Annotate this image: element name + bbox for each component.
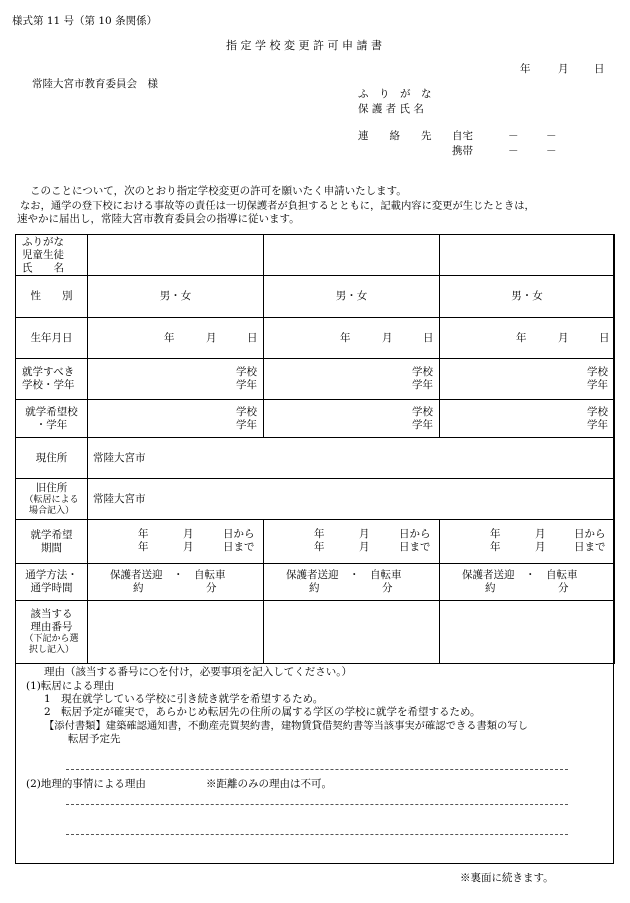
desired-school-input-3[interactable] bbox=[440, 400, 615, 438]
table-row-reason-number bbox=[16, 601, 615, 664]
current-address-input[interactable] bbox=[88, 438, 615, 479]
reason-2-dashed-line-2[interactable] bbox=[66, 834, 568, 835]
table-row-birthdate bbox=[16, 318, 615, 359]
commute-label-2: 通学時間 bbox=[30, 582, 73, 594]
period-from-year: 年 bbox=[138, 528, 149, 540]
commute-approx: 約 bbox=[309, 582, 320, 594]
intro-line-3: 速やかに届出し，常陸大宮市教育委員会の指導に従います。 bbox=[17, 213, 300, 225]
reason-number-input-3[interactable] bbox=[440, 601, 615, 664]
period-from-month: 月 bbox=[183, 528, 194, 540]
period-from-day: 日から bbox=[223, 528, 255, 540]
commute-label bbox=[16, 564, 88, 601]
old-address-label-2: （転居による bbox=[24, 494, 79, 505]
birth-year-1: 年 bbox=[164, 332, 175, 344]
table-row-old-address bbox=[16, 479, 615, 520]
grade-suffix: 学年 bbox=[236, 379, 257, 391]
date-month-label: 月 bbox=[558, 63, 569, 75]
period-from-year: 年 bbox=[314, 528, 325, 540]
period-until-day: 日まで bbox=[574, 541, 606, 553]
grade-suffix: 学年 bbox=[412, 418, 433, 431]
commute-input-2[interactable] bbox=[264, 564, 440, 601]
commute-method: 保護者送迎 ・ 自転車 bbox=[110, 569, 226, 581]
intro-line-1: このことについて，次のとおり指定学校変更の許可を願いたく申請いたします。 bbox=[30, 185, 407, 197]
commute-label-1: 通学方法・ bbox=[25, 569, 78, 581]
grade-suffix: 学年 bbox=[236, 418, 257, 431]
period-until-day: 日まで bbox=[399, 541, 431, 553]
current-school-label-2: 学校・学年 bbox=[22, 379, 75, 391]
name-input-1[interactable] bbox=[88, 235, 264, 276]
reason-number-label-3: （下記から選 bbox=[24, 634, 79, 644]
birth-month-2: 月 bbox=[382, 332, 393, 344]
period-until-month: 月 bbox=[183, 541, 194, 553]
period-until-month: 月 bbox=[359, 541, 370, 553]
name-label-student: 児童生徒 bbox=[22, 248, 64, 261]
continued-note: ※裏面に続きます。 bbox=[460, 872, 554, 884]
birth-day-3: 日 bbox=[599, 332, 610, 344]
birth-day-2: 日 bbox=[423, 332, 434, 344]
period-until-day: 日まで bbox=[223, 541, 255, 553]
gender-value-3[interactable]: 男・女 bbox=[440, 276, 615, 318]
birthdate-input-2[interactable] bbox=[264, 318, 440, 359]
desired-school-label-2: ・学年 bbox=[35, 418, 68, 431]
reason-1-title: (1)転居による理由 bbox=[26, 680, 115, 692]
table-row-period bbox=[16, 520, 615, 564]
commute-minutes: 分 bbox=[558, 582, 569, 594]
grade-suffix: 学年 bbox=[587, 418, 608, 431]
birthdate-label: 生年月日 bbox=[16, 318, 88, 359]
grade-suffix: 学年 bbox=[412, 379, 433, 391]
reason-number-input-2[interactable] bbox=[264, 601, 440, 664]
reason-2-note: ※距離のみの理由は不可。 bbox=[206, 778, 332, 790]
reasons-heading: 理由（該当する番号に○を付け，必要事項を記入してください。） bbox=[44, 666, 352, 678]
addressee: 常陸大宮市教育委員会 様 bbox=[32, 78, 158, 90]
old-address-label-3: 場合記入） bbox=[28, 505, 74, 516]
period-from-year: 年 bbox=[490, 528, 501, 540]
current-school-input-2[interactable] bbox=[264, 359, 440, 400]
period-input-1[interactable] bbox=[88, 520, 264, 564]
school-suffix: 学校 bbox=[412, 366, 433, 378]
home-phone-dash-1: － bbox=[508, 130, 519, 142]
school-suffix: 学校 bbox=[412, 405, 433, 418]
current-school-input-1[interactable] bbox=[88, 359, 264, 400]
reason-1-item-2: 2 転居予定が確実で，あらかじめ転居先の住所の属する学区の学校に就学を希望するため。 bbox=[44, 706, 481, 718]
current-school-label-1: 就学すべき bbox=[22, 366, 75, 378]
commute-minutes: 分 bbox=[382, 582, 393, 594]
period-until-year: 年 bbox=[490, 541, 501, 553]
old-address-label bbox=[16, 479, 88, 520]
period-label-1: 就学希望 bbox=[30, 528, 73, 541]
table-row-name bbox=[16, 235, 615, 276]
table-row-desired-school bbox=[16, 400, 615, 438]
school-suffix: 学校 bbox=[236, 366, 257, 378]
reason-2-dashed-line-1[interactable] bbox=[66, 804, 568, 805]
current-school-label bbox=[16, 359, 88, 400]
table-row-current-school bbox=[16, 359, 615, 400]
period-from-month: 月 bbox=[359, 528, 370, 540]
birth-month-3: 月 bbox=[558, 332, 569, 344]
commute-approx: 約 bbox=[133, 582, 144, 594]
period-from-day: 日から bbox=[399, 528, 431, 540]
guardian-name-label: 保 護 者 氏 名 bbox=[358, 103, 424, 115]
commute-minutes: 分 bbox=[206, 582, 217, 594]
name-input-3[interactable] bbox=[440, 235, 615, 276]
old-address-label-1: 旧住所 bbox=[35, 481, 68, 494]
birthdate-input-3[interactable] bbox=[440, 318, 615, 359]
period-label bbox=[16, 520, 88, 564]
name-label-name: 氏 名 bbox=[22, 261, 64, 274]
reason-number-label-2: 理由番号 bbox=[30, 621, 73, 633]
birth-year-2: 年 bbox=[340, 332, 351, 344]
old-address-input[interactable] bbox=[88, 479, 615, 520]
reason-number-label-4: 択し記入） bbox=[28, 645, 74, 655]
period-from-month: 月 bbox=[535, 528, 546, 540]
birthdate-input-1[interactable] bbox=[88, 318, 264, 359]
period-input-3[interactable] bbox=[440, 520, 615, 564]
commute-input-1[interactable] bbox=[88, 564, 264, 601]
commute-input-3[interactable] bbox=[440, 564, 615, 601]
commute-method: 保護者送迎 ・ 自転車 bbox=[462, 569, 578, 581]
reason-number-label-1: 該当する bbox=[30, 608, 73, 620]
old-address-city: 常陸大宮市 bbox=[93, 492, 146, 505]
home-phone-dash-2: － bbox=[546, 130, 557, 142]
school-suffix: 学校 bbox=[587, 366, 608, 378]
period-until-year: 年 bbox=[314, 541, 325, 553]
period-from-day: 日から bbox=[574, 528, 606, 540]
period-input-2[interactable] bbox=[264, 520, 440, 564]
destination-dashed-line[interactable] bbox=[66, 769, 568, 770]
gender-label: 性 別 bbox=[16, 276, 88, 318]
desired-school-input-2[interactable] bbox=[264, 400, 440, 438]
mobile-phone-label: 携帯 bbox=[452, 145, 473, 157]
school-suffix: 学校 bbox=[587, 405, 608, 418]
commute-method: 保護者送迎 ・ 自転車 bbox=[286, 569, 402, 581]
gender-value-1[interactable]: 男・女 bbox=[88, 276, 264, 318]
intro-line-2: なお，通学の登下校における事故等の責任は一切保護者が負担するとともに，記載内容に変更が生じたときは， bbox=[20, 200, 535, 212]
name-label-cell bbox=[16, 235, 88, 276]
reason-number-input-1[interactable] bbox=[88, 601, 264, 664]
mobile-phone-dash-1: － bbox=[508, 145, 519, 157]
birth-month-1: 月 bbox=[206, 332, 217, 344]
home-phone-label: 自宅 bbox=[452, 130, 473, 142]
grade-suffix: 学年 bbox=[587, 379, 608, 391]
mobile-phone-dash-2: － bbox=[546, 145, 557, 157]
period-until-month: 月 bbox=[535, 541, 546, 553]
name-input-2[interactable] bbox=[264, 235, 440, 276]
table-row-commute bbox=[16, 564, 615, 601]
contact-label: 連 絡 先 bbox=[358, 130, 432, 142]
current-address-city: 常陸大宮市 bbox=[93, 451, 146, 464]
reason-1-destination-label: 転居予定先 bbox=[68, 733, 121, 745]
application-table bbox=[15, 234, 615, 664]
reason-number-label bbox=[16, 601, 88, 664]
reason-1-item-1: 1 現在就学している学校に引き続き就学を希望するため。 bbox=[44, 693, 324, 705]
birth-day-1: 日 bbox=[247, 332, 258, 344]
current-address-label: 現住所 bbox=[16, 438, 88, 479]
page-title: 指 定 学 校 変 更 許 可 申 請 書 bbox=[226, 39, 382, 52]
desired-school-label-1: 就学希望校 bbox=[25, 405, 78, 418]
reason-1-attachments: 【添付書類】建築確認通知書，不動産売買契約書，建物賃貸借契約書等当該事実が確認できる書類の写し bbox=[44, 720, 528, 732]
current-school-input-3[interactable] bbox=[440, 359, 615, 400]
name-label-furigana: ふりがな bbox=[22, 235, 64, 248]
furigana-label: ふ り が な bbox=[358, 88, 432, 100]
gender-value-2[interactable]: 男・女 bbox=[264, 276, 440, 318]
table-row-current-address bbox=[16, 438, 615, 479]
date-day-label: 日 bbox=[594, 63, 605, 75]
school-suffix: 学校 bbox=[236, 405, 257, 418]
date-year-label: 年 bbox=[520, 63, 531, 75]
commute-approx: 約 bbox=[485, 582, 496, 594]
period-label-2: 期間 bbox=[41, 541, 62, 554]
desired-school-input-1[interactable] bbox=[88, 400, 264, 438]
desired-school-label bbox=[16, 400, 88, 438]
table-row-gender bbox=[16, 276, 615, 318]
form-number: 様式第 11 号（第 10 条関係） bbox=[12, 15, 158, 27]
birth-year-3: 年 bbox=[516, 332, 527, 344]
reason-2-title: (2)地理的事情による理由 bbox=[26, 778, 146, 790]
period-until-year: 年 bbox=[138, 541, 149, 553]
